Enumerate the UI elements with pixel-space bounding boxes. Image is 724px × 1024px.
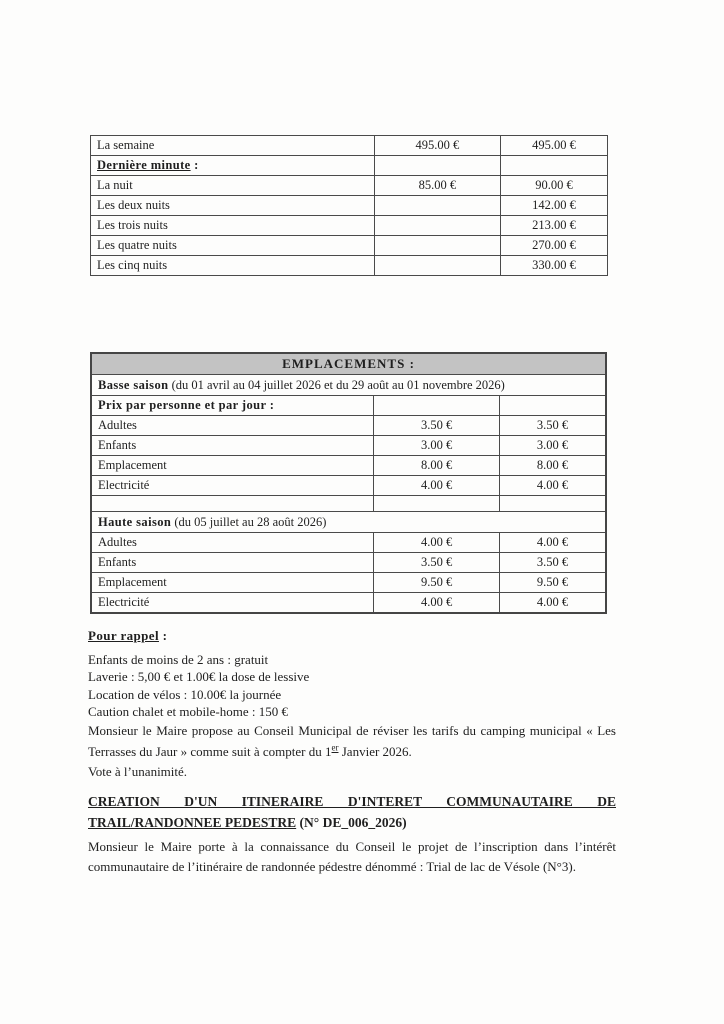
row-label: Les trois nuits [91,216,375,236]
prix-header: Prix par personne et par jour : [91,396,374,416]
row-label: La semaine [91,136,375,156]
table-row [91,416,606,436]
row-label: Les deux nuits [91,196,375,216]
row-label: Emplacement [91,573,374,593]
section-heading [88,791,616,833]
price-cell: 495.00 € [500,136,607,156]
row-label: Electricité [91,593,374,614]
season-dates: (du 05 juillet au 28 août 2026) [171,514,327,529]
table-row [91,553,606,573]
table-row [91,256,608,276]
haute-saison-row [91,512,606,533]
price-cell: 3.50 € [374,553,500,573]
table-row [91,196,608,216]
row-label: La nuit [91,176,375,196]
season-name: Basse saison [98,377,169,392]
price-cell [374,236,500,256]
note-line: Enfants de moins de 2 ans : gratuit [88,652,269,667]
row-label: Enfants [91,553,374,573]
price-cell: 90.00 € [500,176,607,196]
note-line: Location de vélos : 10.00€ la journée [88,686,282,702]
price-cell: 4.00 € [499,476,606,496]
section-label: Dernière minute [97,158,191,172]
notes-list [88,651,618,721]
row-label: Adultes [91,533,374,553]
price-cell [499,396,606,416]
season-dates: (du 01 avril au 04 juillet 2026 et du 29 août au 01 novembre 2026) [168,377,505,392]
table-row [91,436,606,456]
price-cell: 4.00 € [499,593,606,614]
price-cell: 3.50 € [374,416,500,436]
table-row [91,176,608,196]
row-label: Emplacement [91,456,374,476]
row-label: Dernière minute : [91,156,375,176]
price-cell: 270.00 € [500,236,607,256]
price-cell: 9.50 € [374,573,500,593]
price-cell: 3.50 € [499,553,606,573]
price-cell [374,156,500,176]
tariff-table [90,135,608,276]
spacer-row [91,496,606,512]
price-cell: 4.00 € [374,593,500,614]
table-row [91,533,606,553]
price-cell: 213.00 € [500,216,607,236]
table-row [91,573,606,593]
price-cell [374,256,500,276]
trail-paragraph: Monsieur le Maire porte à la connaissance du Conseil le projet de l’inscription dans l’intérêt communautaire de l’itinéraire de randonnée pédestre dénommé : Trial de lac de Vésole (N°3). [88,839,616,874]
price-cell: 330.00 € [500,256,607,276]
prix-header-row [91,396,606,416]
ordinal-superscript: er [331,742,339,753]
row-label: Adultes [91,416,374,436]
pour-rappel-heading: Pour rappel : [88,628,168,643]
note-line: Caution chalet et mobile-home : 150 € [88,704,289,720]
section-heading-line1: CREATION D'UN ITINERAIRE D'INTERET COMMUNAUTAIRE DE [88,794,616,809]
row-label: Les cinq nuits [91,256,375,276]
price-cell: 8.00 € [374,456,500,476]
table-row [91,236,608,256]
row-label: Electricité [91,476,374,496]
table-row [91,156,608,176]
price-cell: 4.00 € [499,533,606,553]
season-label-cell [91,375,606,396]
price-cell: 3.00 € [499,436,606,456]
table-row [91,476,606,496]
revision-paragraph: Monsieur le Maire propose au Conseil Municipal de réviser les tarifs du camping municipal « Les Terrasses du Jaur » comme suit à compter du 1er Janvier 2026. [88,723,616,759]
table-row [91,136,608,156]
table-row [91,456,606,476]
emplacements-table [90,352,607,614]
table-row [91,593,606,614]
price-cell: 3.50 € [499,416,606,436]
price-cell: 495.00 € [374,136,500,156]
table-title-row [91,353,606,375]
table-title: EMPLACEMENTS : [91,353,606,375]
table-row [91,216,608,236]
price-cell: 4.00 € [374,476,500,496]
price-cell [374,396,500,416]
season-label-cell [91,512,606,533]
price-cell [374,196,500,216]
basse-saison-row [91,375,606,396]
price-cell: 9.50 € [499,573,606,593]
price-cell: 8.00 € [499,456,606,476]
price-cell [374,216,500,236]
vote-line: Vote à l’unanimité. [88,764,188,779]
price-cell: 3.00 € [374,436,500,456]
price-cell [500,156,607,176]
row-label: Enfants [91,436,374,456]
season-name: Haute saison [98,514,172,529]
price-cell: 142.00 € [500,196,607,216]
row-label: Les quatre nuits [91,236,375,256]
price-cell: 85.00 € [374,176,500,196]
price-cell: 4.00 € [374,533,500,553]
note-line: Laverie : 5,00 € et 1.00€ la dose de lessive [88,669,310,685]
section-heading-line2: TRAIL/RANDONNEE PEDESTRE (N° DE_006_2026) [88,815,407,830]
